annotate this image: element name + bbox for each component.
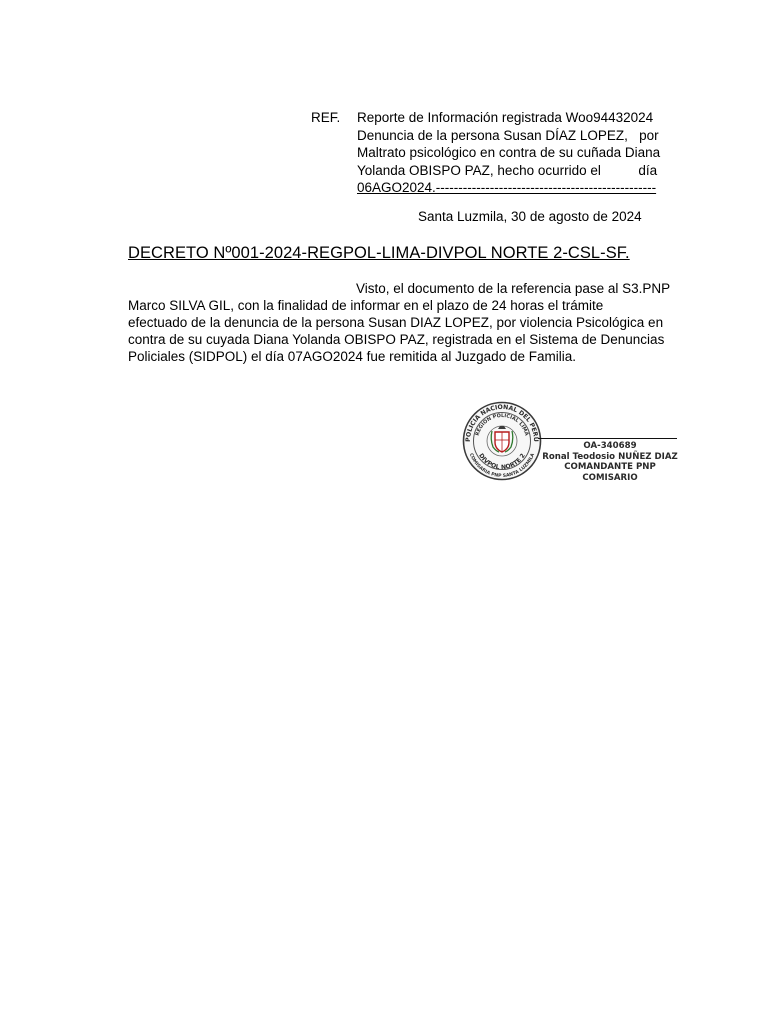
- body-line: contra de su cuyada Diana Yolanda OBISPO PAZ, registrada en el Sistema de Denuncias: [128, 332, 665, 347]
- officer-code: OA-340689: [583, 441, 637, 451]
- police-seal-stamp: [462, 401, 542, 481]
- officer-name: Ronal Teodosio NUÑEZ DIAZ: [542, 451, 678, 462]
- officer-role: COMISARIO: [582, 472, 638, 483]
- seal-inner-text: REGION POLICIAL LIMA: [474, 412, 530, 437]
- ref-lines: [357, 109, 687, 197]
- ref-line: Yolanda OBISPO PAZ, hecho ocurrido el día: [357, 162, 658, 178]
- decree-body: [128, 280, 698, 365]
- decree-title: DECRETO Nº001-2024-REGPOL-LIMA-DIVPOL NORTE 2-CSL-SF.: [128, 244, 630, 262]
- officer-rank: COMANDANTE PNP: [564, 462, 656, 473]
- ref-label: REF.: [311, 110, 341, 125]
- signature-block: [540, 441, 680, 483]
- body-line: Visto, el documento de la referencia pase al S3.PNP: [356, 281, 671, 296]
- body-line: Marco SILVA GIL, con la finalidad de informar en el plazo de 24 horas el trámite: [128, 298, 604, 313]
- signature-line: [538, 438, 677, 439]
- seal-middle-text: DIVPOL NORTE 2: [477, 452, 527, 472]
- seal-bottom-text: COMISARIA PNP SANTA LUZMILA: [467, 452, 537, 480]
- ref-line: 06AGO2024.-------------------------------------------------: [357, 180, 657, 195]
- body-line: efectuado de la denuncia de la persona Susan DIAZ LOPEZ, por violencia Psicológica en: [128, 315, 664, 330]
- seal-outer-text: POLICIA NACIONAL DEL PERU: [464, 403, 540, 443]
- ref-line: Maltrato psicológico en contra de su cuñada Diana: [357, 145, 661, 160]
- place-date-line: Santa Luzmila, 30 de agosto de 2024: [418, 209, 642, 224]
- ref-line: Reporte de Información registrada Woo94432024: [357, 110, 654, 125]
- body-line: Policiales (SIDPOL) el día 07AGO2024 fue remitida al Juzgado de Familia.: [128, 349, 576, 364]
- ref-line: Denuncia de la persona Susan DÍAZ LOPEZ, por: [357, 127, 659, 143]
